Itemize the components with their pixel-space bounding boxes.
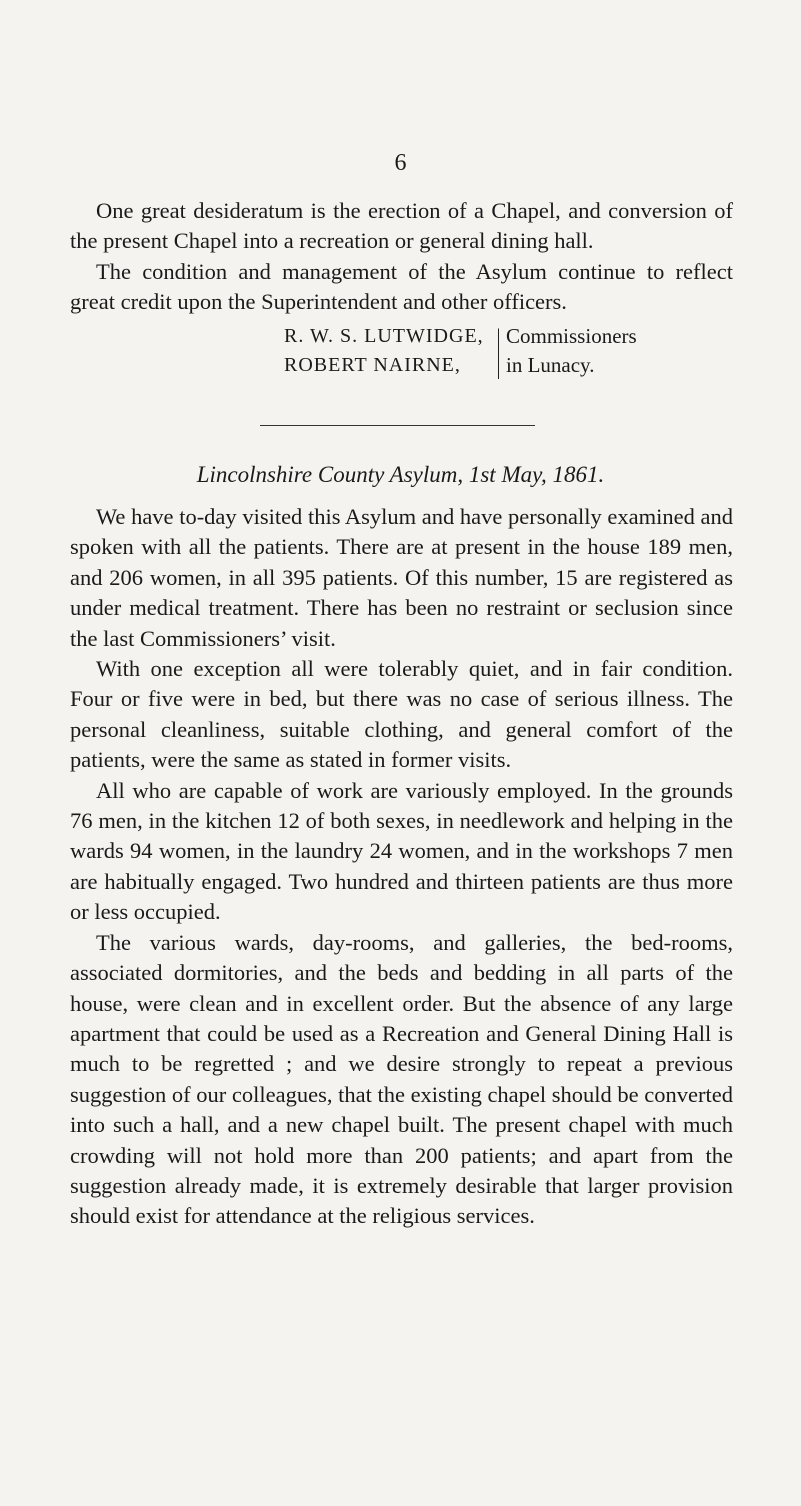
signatory-name: ROBERT NAIRNE, (284, 354, 461, 376)
section-divider (260, 425, 535, 426)
signatory-title-line: in Lunacy. (506, 353, 595, 377)
paragraph: The various wards, day-rooms, and galleries, the bed-rooms, associated dormitories, and the beds and bedding in all parts of the house, were clean and in excellent order. But the absence of any large apartment that could be used as a Recreation and General Dining Hall is much to be regretted ; and we desire strongly to repeat a previous suggestion of our colleagues, that the existing chapel should be converted into such a hall, and a new chapel built. The present chapel with much crowding will not hold more than 200 patients; and apart from the suggestion already made, it is extremely desirable that larger provision should exist for attendance at the religious services. (70, 929, 733, 1229)
paragraph: One great desideratum is the erection of a Chapel, and conversion of the present Chapel into a recreation or general dining hall. (70, 198, 733, 254)
visit-report (70, 502, 733, 1232)
commissioners-remarks (70, 196, 733, 318)
signatory-name: R. W. S. LUTWIDGE, (284, 325, 484, 347)
signatory-names (284, 322, 484, 380)
signatory-title-line: Commissioners (506, 324, 637, 348)
report-dateline: Lincolnshire County Asylum, 1st May, 1861. (196, 462, 605, 487)
paragraph: We have to-day visited this Asylum and have personally examined and spoken with all the patients. There are at present in the house 189 men, and 206 women, in all 395 patients. Of this number, 15 are registered as under medical treatment. There has been no restraint or seclusion since the last Commissioners’ visit. (70, 504, 733, 651)
paragraph: With one exception all were tolerably quiet, and in fair condition. Four or five were in bed, but there was no case of serious illness. The personal cleanliness, suitable clothing, and general comfort of the patients, were the same as stated in former visits. (70, 656, 733, 773)
paragraph: The condition and management of the Asylum continue to reflect great credit upon the Superintendent and other officers. (70, 258, 733, 315)
signatory-title (506, 322, 637, 380)
page-number: 6 (394, 150, 407, 176)
brace-divider (492, 328, 499, 379)
paragraph: All who are capable of work are variously employed. In the grounds 76 men, in the kitchen 12 of both sexes, in needlework and helping in the wards 94 women, in the laundry 24 women, and in the workshops 7 men are habitually engaged. Two hundred and thirteen patients are thus more or less occupied. (70, 777, 733, 925)
